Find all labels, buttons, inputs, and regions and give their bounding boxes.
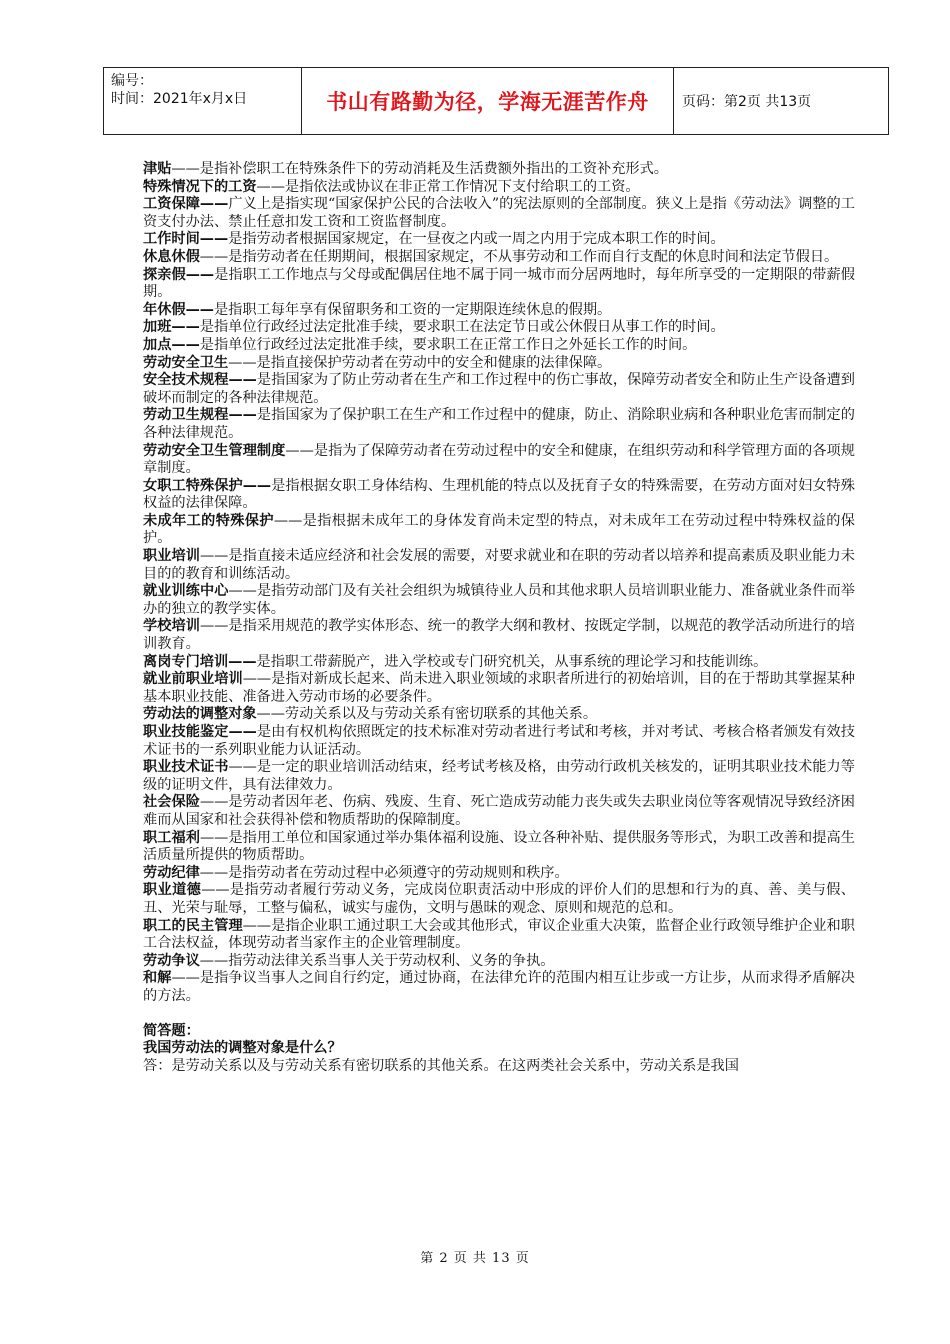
definition-text: ——是指依法或协议在非正常工作情况下支付给职工的工资。 bbox=[256, 178, 640, 195]
definition-entry bbox=[143, 407, 855, 442]
definition-text: ——是指为了保障劳动者在劳动过程中的安全和健康，在组织劳动和科学管理方面的各项规章制度。 bbox=[143, 442, 855, 477]
definition-term: 劳动卫生规程—— bbox=[143, 407, 257, 424]
page-header bbox=[103, 67, 889, 135]
definition-text: ——是指劳动者在任期期间，根据国家规定，不从事劳动和工作而自行支配的休息时间和法定节假日。 bbox=[199, 248, 839, 265]
definition-text: ——指劳动法律关系当事人关于劳动权利、义务的争执。 bbox=[199, 952, 555, 969]
definition-term: 职业道德 bbox=[143, 882, 202, 899]
definition-term: 探亲假—— bbox=[143, 266, 215, 283]
definition-text: 是指职工每年享有保留职务和工资的一定期限连续休息的假期。 bbox=[213, 301, 612, 318]
definition-entry bbox=[143, 179, 855, 197]
definition-text: ——是劳动者因年老、伤病、残废、生育、死亡造成劳动能力丧失或失去职业岗位等客观情况导致经济困难而从国家和社会获得补偿和物质帮助的保障制度。 bbox=[143, 794, 855, 828]
definition-term: 特殊情况下的工资 bbox=[143, 178, 257, 195]
definition-term: 离岗专门培训—— bbox=[143, 653, 257, 670]
document-body bbox=[143, 161, 855, 1075]
definition-term: 职工福利 bbox=[143, 829, 200, 846]
page-footer: 第 2 页 共 13 页 bbox=[420, 1251, 530, 1266]
definition-text: ——是指对新成长起来、尚未进入职业领域的求职者所进行的初始培训，目的在于帮助其掌握某种基本职业技能、准备进入劳动市场的必要条件。 bbox=[143, 671, 855, 705]
header-motto-cell bbox=[302, 68, 674, 134]
definition-entry bbox=[143, 654, 855, 672]
definition-entry bbox=[143, 671, 855, 706]
definition-text: ——是指补偿职工在特殊条件下的劳动消耗及生活费额外指出的工资补充形式。 bbox=[171, 161, 668, 177]
definition-text: ——是指用工单位和国家通过举办集体福利设施、设立各种补贴、提供服务等形式，为职工改善和提高生活质量所提供的物质帮助。 bbox=[143, 829, 855, 864]
document-time: 时间：2021年x月x日 bbox=[111, 91, 248, 107]
definition-text: 是指劳动者根据国家规定，在一昼夜之内或一周之内用于完成本职工作的时间。 bbox=[228, 231, 725, 248]
definition-entry bbox=[143, 724, 855, 759]
definition-entry bbox=[143, 970, 855, 1005]
definition-text: ——是指直接未适应经济和社会发展的需要，对要求就业和在职的劳动者以培养和提高素质及职业能力未目的的教育和训练活动。 bbox=[143, 548, 855, 582]
definition-term: 年休假—— bbox=[143, 301, 214, 318]
definition-entry bbox=[143, 794, 855, 829]
definition-term: 工作时间—— bbox=[143, 231, 229, 248]
definition-entry bbox=[143, 830, 855, 865]
definition-entry bbox=[143, 267, 855, 302]
definition-term: 职业技能鉴定—— bbox=[143, 724, 257, 740]
definition-term: 劳动争议 bbox=[143, 952, 200, 969]
definition-text: 是指职工工作地点与父母或配偶居住地不属于同一城市而分居两地时，每年所享受的一定期限的带薪假期。 bbox=[143, 266, 855, 301]
section-gap bbox=[143, 1006, 855, 1023]
definition-term: 就业前职业培训 bbox=[143, 671, 243, 688]
definition-entry bbox=[143, 249, 855, 267]
definition-text: 是指职工带薪脱产，进入学校或专门研究机关，从事系统的理论学习和技能训练。 bbox=[256, 653, 768, 670]
definition-term: 津贴 bbox=[143, 161, 172, 177]
definition-entry bbox=[143, 513, 855, 548]
definition-entry bbox=[143, 319, 855, 337]
definition-text: 是指国家为了防止劳动者在生产和工作过程中的伤亡事故，保障劳动者安全和防止生产设备遭到破坏而制定的各种法律规范。 bbox=[143, 372, 855, 406]
definition-term: 职业技术证书 bbox=[143, 759, 229, 776]
header-page-cell bbox=[674, 68, 888, 134]
definition-text: ——是指企业职工通过职工大会或其他形式，审议企业重大决策，监督企业行政领导维护企业和职工合法权益，体现劳动者当家作主的企业管理制度。 bbox=[143, 917, 855, 952]
definition-term: 和解 bbox=[143, 970, 172, 987]
definition-text: ——是指劳动者履行劳动义务，完成岗位职责活动中形成的评价人们的思想和行为的真、善、美与假、丑、光荣与耻辱，工整与偏私，诚实与虚伪，文明与愚昧的观念、原则和规范的总和。 bbox=[143, 882, 855, 916]
definition-term: 女职工特殊保护—— bbox=[143, 477, 272, 494]
definition-entry bbox=[143, 882, 855, 917]
definition-entry bbox=[143, 443, 855, 478]
definition-text: 是指单位行政经过法定批准手续，要求职工在正常工作日之外延长工作的时间。 bbox=[199, 336, 697, 353]
definition-text: ——劳动关系以及与劳动关系有密切联系的其他关系。 bbox=[256, 706, 598, 723]
definition-entry bbox=[143, 618, 855, 653]
definition-text: ——是一定的职业培训活动结束，经考试考核及格，由劳动行政机关核发的，证明其职业技术能力等级的证明文件，具有法律效力。 bbox=[143, 759, 855, 793]
definition-entry bbox=[143, 355, 855, 373]
definition-entry bbox=[143, 865, 855, 883]
definition-text: ——是指采用规范的教学实体形态、统一的教学大纲和教材、按既定学制，以规范的教学活动所进行的培训教育。 bbox=[143, 618, 855, 653]
definition-text: 是指根据女职工身体结构、生理机能的特点以及抚育子女的特殊需要，在劳动方面对妇女特殊权益的法律保障。 bbox=[143, 477, 855, 512]
header-motto: 书山有路勤为径，学海无涯苦作舟 bbox=[326, 90, 649, 114]
definition-term: 劳动安全卫生管理制度 bbox=[143, 442, 286, 459]
definition-entry bbox=[143, 302, 855, 320]
definition-text: ——是指劳动部门及有关社会组织为城镇待业人员和其他求职人员培训职业能力、准备就业条件而举办的独立的教学实体。 bbox=[143, 583, 855, 617]
definition-term: 劳动安全卫生 bbox=[143, 354, 229, 371]
definition-term: 就业训练中心 bbox=[143, 583, 229, 600]
definition-entry bbox=[143, 372, 855, 407]
header-meta bbox=[104, 68, 302, 134]
definition-text: ——是指直接保护劳动者在劳动中的安全和健康的法律保障。 bbox=[228, 354, 612, 371]
definition-entry bbox=[143, 706, 855, 724]
definition-term: 职业培训 bbox=[143, 548, 200, 565]
definition-text: 广义上是指实现“国家保护公民的合法收入”的宪法原则的全部制度。狭义上是指《劳动法》调整的工资支付办法、禁止任意扣发工资和工资监督制度。 bbox=[143, 196, 855, 230]
definition-entry bbox=[143, 478, 855, 513]
definition-term: 工资保障—— bbox=[143, 196, 229, 213]
section-heading: 简答题： bbox=[143, 1022, 200, 1039]
definition-term: 未成年工的特殊保护 bbox=[143, 512, 274, 529]
definition-term: 学校培训 bbox=[143, 618, 200, 635]
definition-entry bbox=[143, 759, 855, 794]
definition-list bbox=[143, 161, 855, 1006]
definition-term: 加点—— bbox=[143, 336, 200, 353]
answer-text: 答：是劳动关系以及与劳动关系有密切联系的其他关系。在这两类社会关系中，劳动关系是我国 bbox=[143, 1057, 739, 1074]
definition-term: 职工的民主管理 bbox=[143, 917, 243, 934]
definition-term: 劳动法的调整对象 bbox=[143, 706, 257, 723]
definition-term: 加班—— bbox=[143, 319, 200, 336]
definition-text: 是指单位行政经过法定批准手续，要求职工在法定节日或公休假日从事工作的时间。 bbox=[199, 319, 725, 336]
definition-term: 安全技术规程—— bbox=[143, 372, 257, 389]
definition-entry bbox=[143, 583, 855, 618]
definition-text: ——是指劳动者在劳动过程中必须遵守的劳动规则和秩序。 bbox=[199, 864, 569, 881]
definition-entry bbox=[143, 953, 855, 971]
definition-term: 社会保险 bbox=[143, 794, 200, 811]
definition-entry bbox=[143, 231, 855, 249]
definition-term: 劳动纪律 bbox=[143, 864, 200, 881]
header-page-info: 页码：第2页 共13页 bbox=[682, 94, 812, 110]
question-text: 我国劳动法的调整对象是什么？ bbox=[143, 1040, 342, 1057]
definition-entry bbox=[143, 161, 855, 179]
definition-entry bbox=[143, 196, 855, 231]
definition-entry bbox=[143, 337, 855, 355]
definition-text: 是指国家为了保护职工在生产和工作过程中的健康，防止、消除职业病和各种职业危害而制定的各种法律规范。 bbox=[143, 407, 855, 441]
definition-entry bbox=[143, 548, 855, 583]
document-number: 编号： bbox=[111, 73, 153, 89]
definition-text: ——是指根据未成年工的身体发育尚未定型的特点，对未成年工在劳动过程中特殊权益的保护。 bbox=[143, 512, 855, 547]
definition-term: 休息休假 bbox=[143, 248, 200, 265]
definition-text: 是由有权机构依照既定的技术标准对劳动者进行考试和考核，并对考试、考核合格者颁发有效技术证书的一系列职业能力认证活动。 bbox=[143, 724, 855, 758]
definition-entry bbox=[143, 918, 855, 953]
definition-text: ——是指争议当事人之间自行约定，通过协商，在法律允许的范围内相互让步或一方让步，从而求得矛盾解决的方法。 bbox=[143, 970, 855, 1004]
